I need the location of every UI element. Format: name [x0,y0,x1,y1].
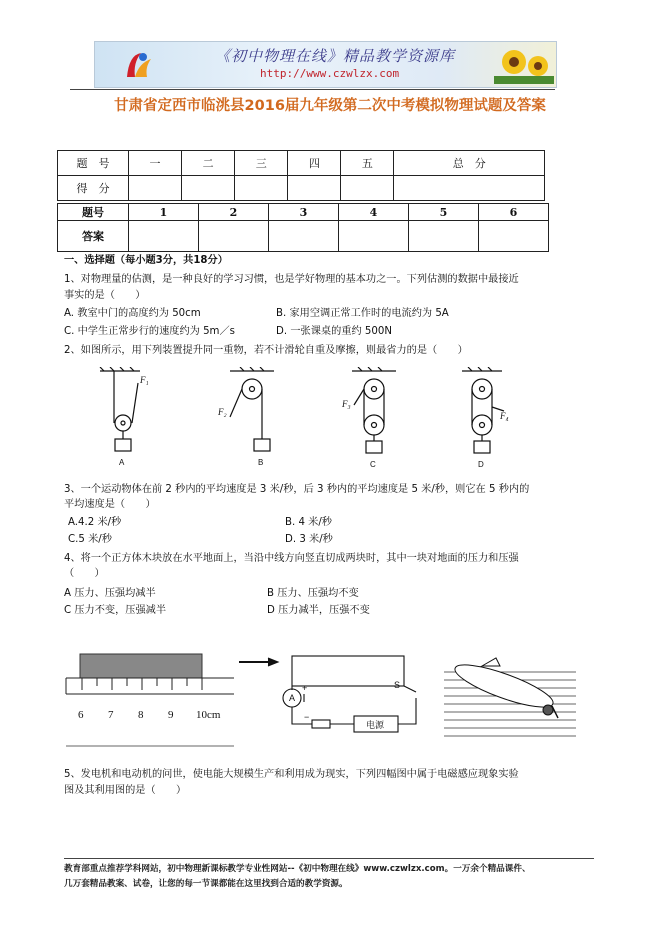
footer-rule [64,858,594,859]
score-cell: 一 [129,151,182,176]
answer-row-label: 答案 [58,221,129,252]
q3-option-a: A.4.2 米/秒 [68,517,122,528]
q3-option-b: B. 4 米/秒 [285,517,332,528]
boat-figure [444,657,576,736]
q1-option-c: C. 中学生正常步行的速度约为 5m／s [64,326,235,337]
score-cell: 得 分 [58,176,129,201]
ruler-tick-7: 7 [108,709,114,721]
power-source-label: 电源 [366,720,385,730]
ruler-figure [66,654,234,746]
q3-stem: 3、一个运动物体在前 2 秒内的平均速度是 3 米/秒，后 3 秒内的平均速度是 5 米/秒，则它在 5 秒内的 [64,484,530,495]
force-label-f4: F₄ [500,411,509,421]
pulley-label-d: D [478,460,484,469]
answer-header-cell: 3 [269,204,339,221]
answer-table [57,203,549,252]
answer-input[interactable] [269,221,339,252]
answer-input[interactable] [409,221,479,252]
document-title: 甘肃省定西市临洮县2016届九年级第二次中考模拟物理试题及答案 [114,98,546,114]
header-banner [94,41,557,88]
ruler-tick-8: 8 [138,709,144,721]
q4-option-c: C 压力不变，压强减半 [64,605,167,616]
q4-option-b: B 压力、压强均不变 [267,588,359,599]
plus-label: + [302,683,308,693]
pulley-label-c: C [370,460,376,469]
answer-header-cell: 1 [129,204,199,221]
pulley-label-a: A [119,458,125,467]
q3-option-c: C.5 米/秒 [68,534,112,545]
sunflower-icon [494,44,554,84]
header-rule [70,89,555,90]
score-cell: 题 号 [58,151,129,176]
score-cell: 总 分 [394,151,545,176]
answer-input[interactable] [129,221,199,252]
score-input[interactable] [182,176,235,201]
footer-line-2: 几万套精品教案、试卷，让您的每一节课都能在这里找到合适的教学资源。 [64,879,348,889]
section-heading: 一、选择题（每小题3分，共18分） [64,255,228,266]
answer-header-cell: 2 [199,204,269,221]
figures-row [64,636,584,752]
pulley-figure [90,367,550,471]
q4-stem-cont: （ ） [64,568,105,579]
q2-stem: 2、如图所示，用下列装置提升同一重物，若不计滑轮自重及摩擦，则最省力的是（ ） [64,345,468,356]
switch-label: S [394,680,401,690]
answer-input[interactable] [199,221,269,252]
answer-header-cell: 题号 [58,204,129,221]
ruler-tick-6: 6 [78,709,84,721]
answer-input[interactable] [339,221,409,252]
force-label-f2: F₂ [218,407,227,417]
q4-stem: 4、将一个正方体木块放在水平地面上，当沿中线方向竖直切成两块时，其中一块对地面的压力和压强 [64,553,519,564]
score-cell: 二 [182,151,235,176]
q1-option-b: B. 家用空调正常工作时的电流约为 5A [276,308,449,319]
ruler-tick-9: 9 [168,709,174,721]
footer-text [64,862,531,892]
banner-title: 《初中物理在线》精品教学资源库 [215,47,456,65]
score-cell: 四 [288,151,341,176]
force-label-f1: F₁ [140,375,149,385]
force-label-f3: F₃ [342,399,351,409]
q1-stem-cont: 事实的是（ ） [64,290,146,301]
q1-option-d: D. 一张课桌的重约 500N [276,326,392,337]
score-cell: 三 [235,151,288,176]
answer-header-cell: 6 [479,204,549,221]
score-table [57,150,545,201]
ruler-tick-10cm: 10cm [196,709,221,721]
score-input[interactable] [235,176,288,201]
q4-option-d: D 压力减半，压强不变 [267,605,370,616]
answer-input[interactable] [479,221,549,252]
q5-stem-cont: 图及其利用图的是（ ） [64,785,187,796]
q5-stem: 5、发电机和电动机的问世，使电能大规模生产和利用成为现实，下列四幅图中属于电磁感应现象实验 [64,769,519,780]
ammeter-label: A [289,693,296,703]
answer-header-cell: 4 [339,204,409,221]
site-logo-icon [121,49,155,81]
q3-option-d: D. 3 米/秒 [285,534,333,545]
score-input[interactable] [288,176,341,201]
q1-option-a: A. 教室中门的高度约为 50cm [64,308,201,319]
score-input[interactable] [129,176,182,201]
banner-url[interactable]: http://www.czwlzx.com [260,67,400,80]
q1-stem: 1、对物理量的估测，是一种良好的学习习惯，也是学好物理的基本功之一。下列估测的数据中最接近 [64,274,519,285]
pulley-label-b: B [258,458,264,467]
q4-option-a: A 压力、压强均减半 [64,588,156,599]
q3-stem-cont: 平均速度是（ ） [64,499,156,510]
circuit-figure [239,656,416,732]
score-input[interactable] [394,176,545,201]
answer-header-cell: 5 [409,204,479,221]
score-input[interactable] [341,176,394,201]
minus-label: − [304,712,310,722]
score-cell: 五 [341,151,394,176]
footer-line-1: 教育部重点推荐学科网站，初中物理新课标教学专业性网站--《初中物理在线》www.czwlzx.com。一万余个精品课件、 [64,864,531,874]
